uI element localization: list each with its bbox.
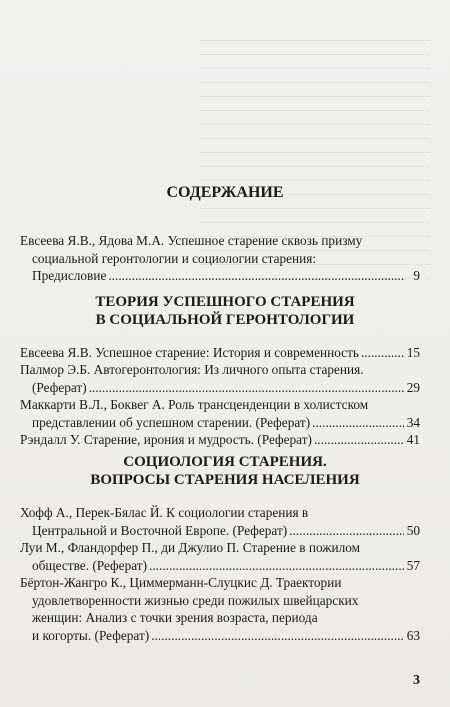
toc-entry-last-line [20, 557, 420, 575]
section-heading-line: ТЕОРИЯ УСПЕШНОГО СТАРЕНИЯ [95, 294, 355, 310]
page-number: 3 [413, 673, 420, 688]
toc-entry-last-line [20, 344, 420, 362]
toc-entry-text: Предисловие [32, 268, 107, 283]
toc-entry-line: Бёртон-Жангро К., Циммерманн-Слуцкис Д. Траектории [20, 575, 342, 590]
toc-entry[interactable] [20, 504, 420, 539]
section-heading-line: В СОЦИАЛЬНОЙ ГЕРОНТОЛОГИИ [95, 312, 355, 328]
toc-entry-line: Евсеева Я.В., Ядова М.А. Успешное старение сквозь призму [20, 233, 363, 248]
toc-entry-text: Центральной и Восточной Европе. (Реферат) [32, 522, 288, 538]
toc-entry-text: (Реферат) [32, 379, 87, 395]
toc-entry-line: Палмор Э.Б. Автогеронтология: Из личного опыта старения. [20, 362, 364, 377]
toc-entry-line: социальной геронтологии и социологии старения: [32, 250, 317, 266]
toc-entry[interactable] [20, 361, 420, 396]
toc-entry-last-line [20, 379, 420, 397]
toc-page-number: 29 [406, 379, 420, 395]
toc-entry-last-line [20, 431, 420, 449]
toc-entry[interactable] [20, 539, 420, 574]
toc-entry-text: Рэндалл У. Старение, ирония и мудрость. (Реферат) [20, 432, 312, 447]
toc-entry-text: и когорты. (Реферат) [32, 627, 150, 643]
section-heading [0, 293, 450, 329]
dot-leader [312, 414, 404, 432]
dot-leader [89, 379, 404, 397]
dot-leader [289, 522, 404, 540]
toc-entry-line: женщин: Анализ с точки зрения возраста, периода [32, 610, 318, 625]
toc-entry-line: Хофф А., Перек-Бялас Й. К социологии старения в [20, 505, 309, 520]
toc-page-number: 41 [406, 432, 420, 447]
toc-entry-text: обществе. (Реферат) [32, 557, 148, 573]
toc-entry-text: Евсеева Я.В. Успешное старение: История и современность [20, 345, 359, 360]
dot-leader [149, 557, 404, 575]
toc-page-number: 63 [406, 627, 420, 643]
section-heading [0, 453, 450, 489]
toc-entry-last-line [20, 627, 420, 645]
toc-entry-text: представлении об успешном старении. (Реферат) [32, 414, 311, 430]
toc-entry-last-line [20, 522, 420, 540]
toc-entry-line: Маккарти В.Л., Боквег А. Роль трансценденции в холистском [20, 397, 369, 412]
toc-entry-line: Луи М., Фландорфер П., ди Джулио П. Старение в пожилом [20, 540, 361, 555]
dot-leader [108, 267, 404, 285]
toc-entry[interactable] [20, 574, 420, 644]
contents-title: СОДЕРЖАНИЕ [166, 184, 284, 201]
toc-entry-last-line [20, 414, 420, 432]
toc-page-number: 34 [406, 414, 420, 430]
toc-page-number: 57 [406, 557, 420, 573]
dot-leader [361, 344, 404, 362]
toc-entry[interactable] [20, 396, 420, 431]
toc-page-number: 9 [413, 268, 420, 283]
toc-entry[interactable] [20, 232, 420, 285]
toc-page-number: 50 [406, 522, 420, 538]
toc-entry[interactable] [20, 344, 420, 362]
toc-entry-line: удовлетворенности жизнью среди пожилых швейцарских [32, 592, 359, 608]
toc-page-number: 15 [406, 345, 420, 360]
dot-leader [151, 627, 404, 645]
section-heading-line: ВОПРОСЫ СТАРЕНИЯ НАСЕЛЕНИЯ [90, 472, 360, 488]
section-heading-line: СОЦИОЛОГИЯ СТАРЕНИЯ. [123, 454, 327, 470]
toc-entry[interactable] [20, 431, 420, 449]
toc-entry-last-line [20, 267, 420, 285]
dot-leader [314, 431, 404, 449]
